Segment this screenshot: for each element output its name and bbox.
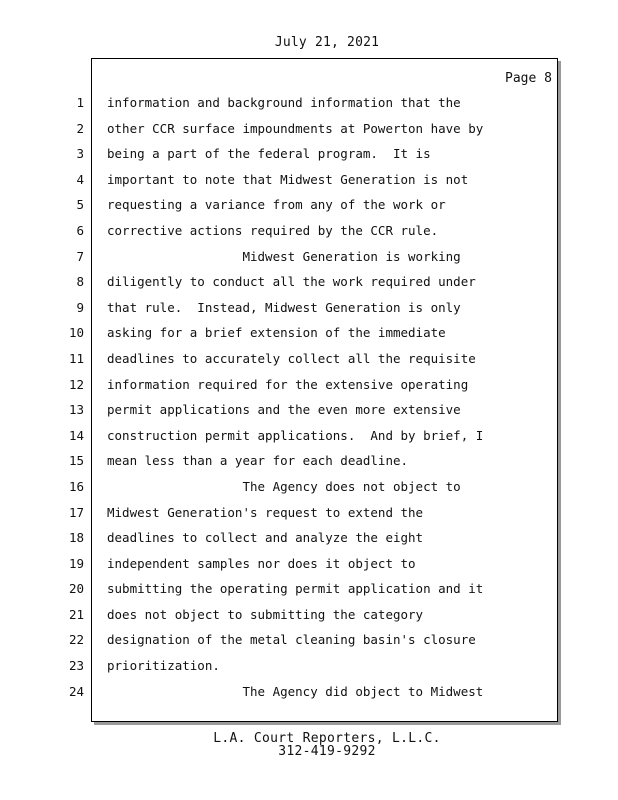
line-number: 14 — [68, 427, 84, 443]
line-number: 7 — [76, 248, 84, 264]
transcript-line: asking for a brief extension of the immediate — [107, 325, 446, 341]
line-number-column — [60, 90, 84, 704]
line-number: 19 — [68, 555, 84, 571]
line-number: 10 — [68, 325, 84, 341]
line-number: 13 — [68, 402, 84, 418]
transcript-line: diligently to conduct all the work required under — [107, 274, 476, 290]
transcript-line: designation of the metal cleaning basin's closure — [107, 632, 476, 648]
header-date: July 21, 2021 — [274, 35, 380, 50]
footer-company: L.A. Court Reporters, L.L.C. — [213, 731, 441, 746]
transcript-line: The Agency did object to Midwest — [107, 683, 484, 699]
transcript-line: that rule. Instead, Midwest Generation is only — [107, 299, 461, 315]
line-number: 24 — [68, 683, 84, 699]
transcript-line: prioritization. — [107, 658, 220, 674]
line-number: 8 — [76, 274, 84, 290]
line-number: 6 — [76, 222, 84, 238]
transcript-line: information and background information that the — [107, 95, 461, 110]
line-number: 9 — [76, 299, 84, 315]
transcript-line: other CCR surface impoundments at Powerton have by — [107, 120, 484, 136]
transcript-line: corrective actions required by the CCR rule. — [107, 222, 439, 238]
line-number: 23 — [68, 658, 84, 674]
line-number: 11 — [68, 350, 84, 366]
line-number: 12 — [68, 376, 84, 392]
line-number: 21 — [68, 606, 84, 622]
line-number: 22 — [68, 632, 84, 648]
transcript-line: deadlines to collect and analyze the eight — [107, 530, 424, 546]
transcript-line: Midwest Generation's request to extend the — [107, 504, 424, 520]
line-number: 3 — [76, 146, 84, 162]
transcript-line: deadlines to accurately collect all the requisite — [107, 350, 476, 366]
transcript-line: information required for the extensive operating — [107, 376, 469, 392]
transcript-line: The Agency does not object to — [107, 478, 461, 494]
transcript-line: submitting the operating permit application and it — [107, 581, 484, 597]
line-number: 1 — [76, 95, 84, 110]
transcript-line: Midwest Generation is working — [107, 248, 461, 264]
transcript-line: construction permit applications. And by brief, I — [107, 427, 484, 443]
transcript-line: does not object to submitting the category — [107, 606, 424, 622]
line-number: 17 — [68, 504, 84, 520]
line-number: 4 — [76, 171, 84, 187]
transcript-line: independent samples nor does it object to — [107, 555, 416, 571]
transcript-line: important to note that Midwest Generation is not — [107, 171, 469, 187]
footer — [0, 732, 618, 758]
page-number: Page 8 — [505, 71, 552, 86]
line-number: 16 — [68, 478, 84, 494]
line-number: 15 — [68, 453, 84, 469]
transcript-text — [107, 90, 547, 704]
transcript-line: being a part of the federal program. It is — [107, 146, 431, 162]
line-number: 20 — [68, 581, 84, 597]
footer-phone: 312-419-9292 — [278, 744, 376, 759]
line-number: 2 — [76, 120, 84, 136]
transcript-line: mean less than a year for each deadline. — [107, 453, 409, 469]
transcript-line: permit applications and the even more extensive — [107, 402, 461, 418]
transcript-line: requesting a variance from any of the work or — [107, 197, 446, 213]
line-number: 18 — [68, 530, 84, 546]
line-number: 5 — [76, 197, 84, 213]
